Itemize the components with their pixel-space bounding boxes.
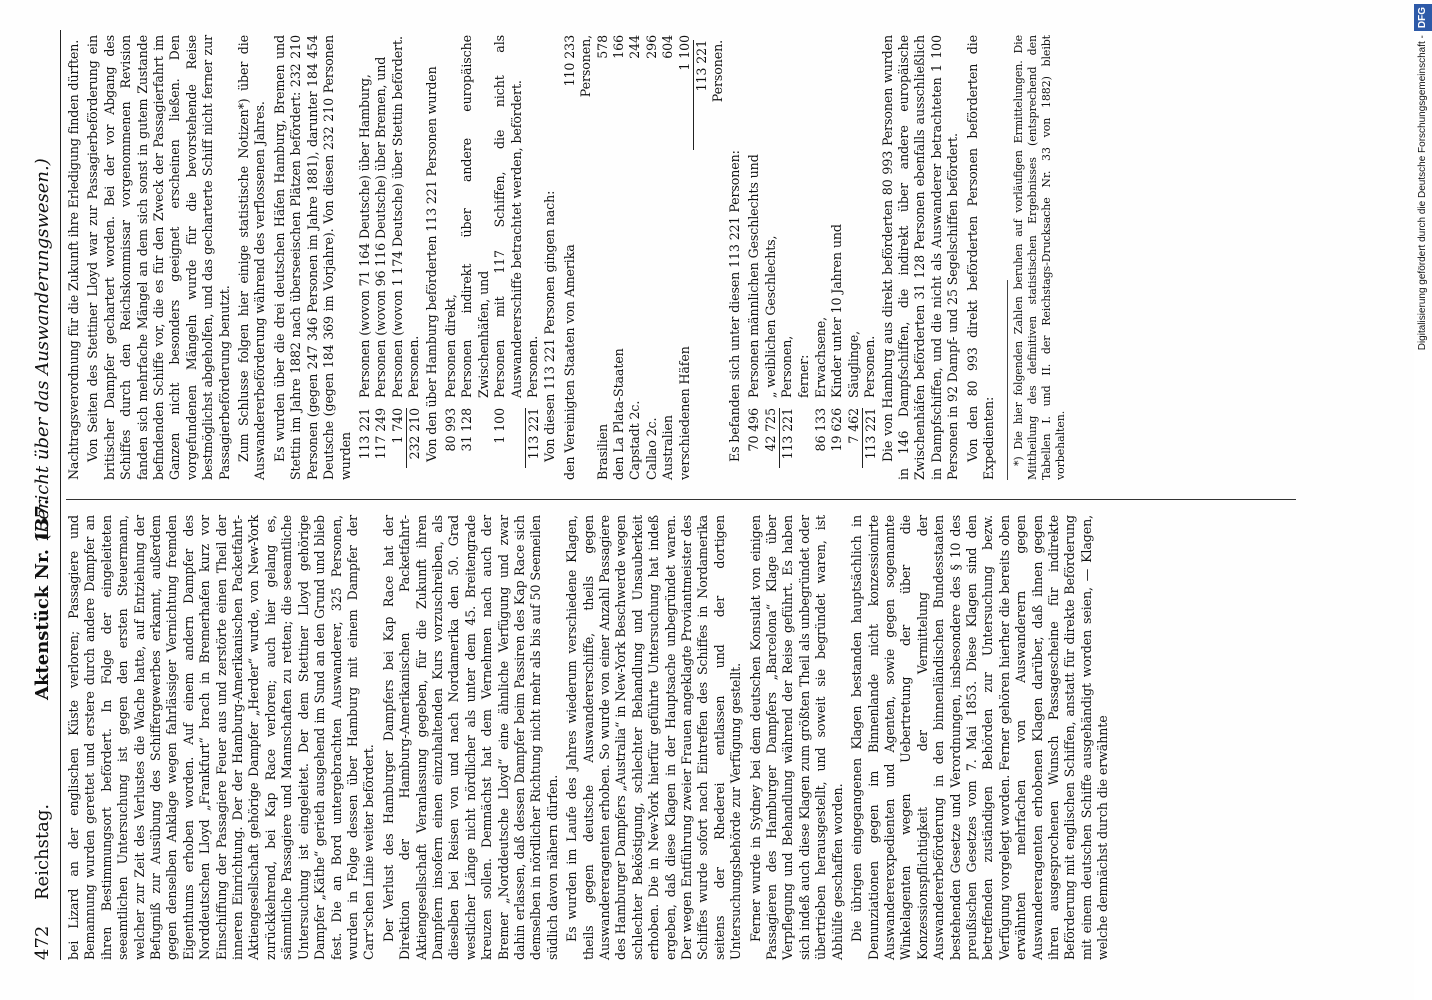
ages-list	[813, 35, 880, 480]
stat-total: 113 221 Personen.	[862, 35, 879, 480]
destination-row: verschiedenen Häfen 1 100	[676, 35, 692, 480]
dfg-logo: DFG	[1414, 4, 1432, 31]
destination-row: Capstadt 2c. 244	[627, 35, 643, 480]
paragraph: Ferner wurde in Sydney bei dem deutschen Konsulat von einigen Passagieren des Hamburger Dampfers „Barcelona“ Klage über Verpflegung und Behandlung während der Reise geführt. Es haben sich indeß auch diese Klagen zum größten Theil als unbegründet oder übertrieben herausgestellt, und soweit sie begründet waren, ist Abhülfe geschaffen worden.	[747, 515, 845, 960]
destination-row: den La Plata-Staaten 166	[611, 35, 626, 480]
paragraph: Der Verlust des Hamburger Dampfers bei Kap Race hat der Direktion der Hamburg-Amerikanischen Packetfahrt-Aktiengesellschaft Veranlassung gegeben, für die Zukunft ihren Dampfern insofern einen einzuhaltenden Kurs vorzuschreiben, als dieselben bei Reisen von und nach Nordamerika den 50. Grad westlicher Länge nicht nördlicher als unter dem 45. Breitengrade kreuzen sollen. Demnächst hat dem Vernehmen nach auch der Bremer „Norddeutsche Lloyd“ eine ähnliche Verfügung und zwar dahin erlassen, daß dessen Dampfer beim Passiren des Kap Race sich demselben in nördlicher Richtung nicht mehr als bis auf 50 Seemeilen südlich davon nähern dürfen.	[380, 515, 560, 960]
stat-total: 113 221 Personen.	[525, 35, 542, 480]
destination-row: den Vereinigten Staaten von Amerika 110 233 Personen,	[561, 35, 594, 480]
sex-list	[746, 35, 796, 480]
stat-row: 70 496 Personen männlichen Geschlechts und	[746, 154, 762, 452]
paragraph: Die übrigen eingegangenen Klagen bestanden hauptsächlich in Denunziationen gegen im Binnenlande nicht konzessionirte Auswandererexpedienten und Agenten, sowie gegen sogenannte Winkelagenten wegen Uebertretung der über die Konzessionspflichtigkeit der Vermittelung der Auswandererbeförderung in den binnenländischen Bundesstaaten bestehenden Gesetze und Verordnungen, insbesondere des § 10 des preußischen Gesetzes vom 7. Mai 1853. Diese Klagen sind den betreffenden zuständigen Behörden zur Untersuchung bezw. Verfügung vorgelegt worden. Ferner gehören hierher die bereits oben erwähnten mehrfachen von Auswanderern gegen Auswandereragenten erhobenen Klagen darüber, daß ihnen gegen ihren ausgesprochenen Wunsch Passagescheine für indirekte Beförderung mit englischen Schiffen, anstatt für direkte Beförderung mit einem deutschen Schiffe ausgehändigt worden seien, — Klagen, welche demnächst durch die erwähnte	[849, 515, 1111, 960]
paragraph: Die von Hamburg aus direkt beförderten 80 993 Personen wurden in 146 Dampfschiffen, die indirekt über andere europäische Zwischenhäfen beförderten 31 128 Personen ebenfalls ausschließlich in Dampfschiffen, und die nicht als Auswanderer betrachteten 1 100 Personen in 92 Dampf- und 25 Segelschiffen befördert.	[879, 35, 961, 480]
stat-row: 113 221 Personen (wovon 71 164 Deutsche) über Hamburg,	[356, 74, 372, 460]
credit-text: Digitalisierung gefördert durch die Deutsche Forschungsgemeinschaft -	[1417, 35, 1428, 351]
paragraph: Es wurden im Laufe des Jahres wiederum verschiedene Klagen, theils gegen deutsche Auswandererschiffe, theils gegen Auswandereragenten erhoben. So wurde von einer Anzahl Passagiere des Hamburger Dampfers „Australia“ in New-York Beschwerde wegen schlechter Beköstigung, schlechter Behandlung und Unsauberkeit erhoben. Die in New-York hierfür geführte Untersuchung hat indeß ergeben, daß diese Klagen in der Hauptsache unbegründet waren. Der wegen Entführung zweier Frauen angeklagte Proviantmeister des Schiffes wurde sofort nach Eintreffen des Schiffes in Nordamerika seitens der Rhederei entlassen und der dortigen Untersuchungsbehörde zur Verfügung gestellt.	[564, 515, 744, 960]
paragraph: Es wurden über die drei deutschen Häfen Hamburg, Bremen und Stettin im Jahre 1882 nach überseeischen Plätzen befördert: 232 210 Personen (gegen 247 346 Personen im Jahre 1881), darunter 184 454 Deutsche (gegen 184 369 im Vorjahre). Von diesen 232 210 Personen wurden	[271, 35, 353, 480]
header-left-label: Reichstag.	[32, 803, 53, 900]
stat-row: 80 993 Personen direkt,	[442, 294, 458, 452]
stat-row: 117 249 Personen (wovon 96 116 Deutsche) über Bremen, und	[373, 56, 389, 460]
destination-row: Australien 604	[660, 35, 676, 480]
right-text-column	[66, 35, 1071, 480]
page-number: 472	[32, 925, 53, 960]
ports-list	[357, 35, 424, 480]
stat-row: 7 462 Säuglinge,	[845, 331, 861, 444]
destinations-total: 113 221 Personen.	[693, 40, 727, 150]
destination-row: Brasilien 578	[594, 35, 610, 480]
header-right-label: (Bericht über das Auswanderungswesen.)	[32, 158, 53, 540]
paragraph: Von Seiten des Stettiner Lloyd war zur Passagierbeförderung ein britischer Dampfer gechartert worden. Bei der vor Abgang des Schiffes durch den Reichskommissar vorgenommenen Revision fanden sich mehrfache Mängel an dem sich sonst in gutem Zustande befindenden Schiffe vor, die es für den Zweck der Passagierfahrt im Ganzen nicht besonders geeignet erscheinen ließen. Den vorgefundenen Mängeln wurde für die bevorstehende Reise bestmöglichst abgeholfen, und das gecharterte Schiff nicht ferner zur Passagierbeförderung benutzt.	[85, 35, 232, 480]
destinations-list	[562, 35, 727, 480]
stat-total: 113 221 Personen,	[779, 35, 796, 480]
stat-row: 31 128 Personen indirekt über andere europäische Zwischenhäfen, und	[459, 35, 491, 452]
left-text-column	[66, 515, 1115, 960]
document-title: Aktenstück Nr. 137.	[32, 498, 53, 700]
stat-row: 1 100 Personen mit 117 Schiffen, die nicht als Auswandererschiffe betrachtet werden, befördert.	[492, 35, 524, 444]
hamburg-list	[443, 35, 542, 480]
page-header	[28, 30, 61, 960]
paragraph: bei Lizard an der englischen Küste verloren; Passagiere und Bemannung wurden gerettet und erstere durch andere Dampfer an ihren Bestimmungsort befördert. In Folge der eingeleiteten seeamtlichen Untersuchung ist gegen den ersten Steuermann, welcher zur Zeit des Verlustes die Wache hatte, auf Entziehung der Befugniß zur Ausübung des Schiffergewerbes erkannt, außerdem gegen denselben Anklage wegen fahrlässiger Vernichtung fremden Eigenthums erhoben worden. Auf einem andern Dampfer des Norddeutschen Lloyd „Frankfurt“ brach in Bremerhafen kurz vor Einschiffung der Passagiere Feuer aus und zerstörte einen Theil der inneren Einrichtung. Der der Hamburg-Amerikanischen Packetfahrt-Aktiengesellschaft gehörige Dampfer „Herder“ wurde, von New-York zurückkehrend, bei Kap Race verloren; auch hier gelang es, sämmtliche Passagiere und Mannschaften zu retten; die seeamtliche Untersuchung ist eingeleitet. Der dem Stettiner Lloyd gehörige Dampfer „Käthe“ gerieth ausgehend im Sund an den Grund und blieb fest. Die an Bord untergebrachten Auswanderer, 325 Personen, wurden in Folge dessen über Hamburg mit einem Dampfer der Carr'schen Linie weiter befördert.	[66, 515, 377, 960]
paragraph: Es befanden sich unter diesen 113 221 Personen:	[726, 150, 742, 462]
footnote: *) Die hier folgenden Zahlen beruhen auf vorläufigen Ermittelungen. Die Mittheilung des definitiven statistischen Ergebnisses (entsprechend den Tabellen I. und II. der Reichstags-Drucksache Nr. 33 von 1882) bleibt vorbehalten.	[1012, 35, 1068, 480]
paragraph: Von den über Hamburg beförderten 113 221 Personen wurden	[423, 66, 439, 462]
digitization-credit	[1414, 0, 1432, 1000]
destination-row: Callao 2c. 296	[643, 35, 659, 480]
paragraph: Von diesen 113 221 Personen gingen nach:	[542, 190, 558, 462]
stat-row: 42 725 „ weiblichen Geschlechts,	[762, 235, 778, 452]
paragraph: Zum Schlusse folgen hier einige statistische Notizen*) über die Auswandererbeförderung während des verflossenen Jahres.	[236, 35, 268, 480]
ages-intro: ferner:	[796, 354, 812, 398]
stat-row: 19 626 Kinder unter 10 Jahren und	[829, 224, 845, 452]
column-divider	[66, 499, 1296, 500]
stat-row: 86 133 Erwachsene,	[812, 316, 828, 452]
paragraph: Von den 80 993 direkt beförderten Personen beförderten die Expedienten:	[964, 35, 996, 480]
stat-total: 232 210 Personen.	[406, 35, 423, 480]
paragraph: Nachtragsverordnung für die Zukunft ihre Erledigung finden dürften.	[66, 39, 81, 480]
stat-row: 1 740 Personen (wovon 1 174 Deutsche) über Stettin befördert.	[389, 36, 405, 444]
